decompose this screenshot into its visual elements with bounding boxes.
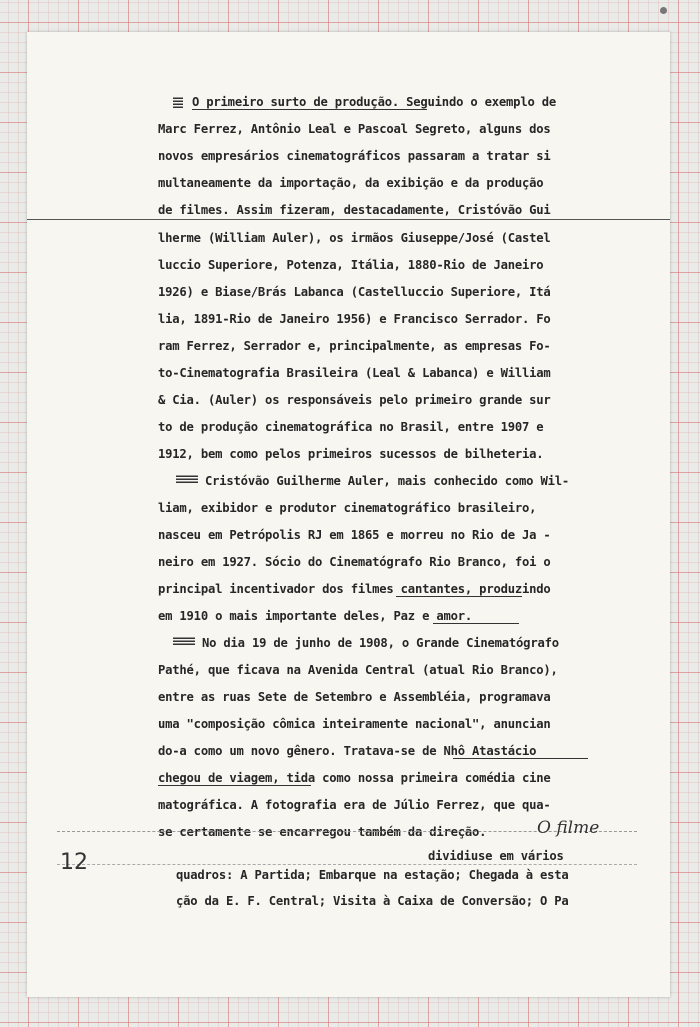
- text-line: uma "composição cômica inteiramente nacional", anuncian: [158, 717, 551, 731]
- inserted-line: dividiuse em vários: [428, 849, 564, 863]
- paragraph-mark-icon: [173, 637, 195, 645]
- text-line: 1912, bem como pelos primeiros sucessos de bilheteria.: [158, 447, 544, 461]
- text-line: chegou de viagem, tida como nossa primeira comédia cine: [158, 771, 551, 785]
- text-line: ção da E. F. Central; Visita à Caixa de Conversão; O Pa: [176, 894, 569, 908]
- underline: [192, 109, 427, 110]
- typed-page: [27, 32, 670, 997]
- paste-edge-line: [57, 864, 637, 865]
- paragraph-mark-icon: [176, 475, 198, 483]
- text-line: Pathé, que ficava na Avenida Central (atual Rio Branco),: [158, 663, 558, 677]
- text-line: liam, exibidor e produtor cinematográfico brasileiro,: [158, 501, 537, 515]
- text-line: entre as ruas Sete de Setembro e Assembléia, programava: [158, 690, 551, 704]
- page-number: 12: [60, 850, 88, 875]
- text-line: matográfica. A fotografia era de Júlio Ferrez, que qua-: [158, 798, 551, 812]
- text-line: do-a como um novo gênero. Tratava-se de Nhô Atastácio: [158, 744, 537, 758]
- paragraph-mark-icon: [173, 96, 183, 108]
- text-line: 1926) e Biase/Brás Labanca (Castelluccio Superiore, Itá: [158, 285, 551, 299]
- text-line: multaneamente da importação, da exibição e da produção: [158, 176, 544, 190]
- text-line: ram Ferrez, Serrador e, principalmente, as empresas Fo-: [158, 339, 551, 353]
- text-line: de filmes. Assim fizeram, destacadamente, Cristóvão Gui: [158, 203, 551, 217]
- text-line: Marc Ferrez, Antônio Leal e Pascoal Segreto, alguns dos: [158, 122, 551, 136]
- underline: [433, 623, 519, 624]
- text-line: O primeiro surto de produção. Seguindo o exemplo de: [192, 95, 557, 109]
- text-line: se certamente se encarregou também da direção.: [158, 825, 487, 839]
- text-line: Cristóvão Guilherme Auler, mais conhecido como Wil-: [205, 474, 570, 488]
- underline: [453, 758, 588, 759]
- underline: [158, 785, 311, 786]
- text-line: em 1910 o mais importante deles, Paz e amor.: [158, 609, 473, 623]
- text-line: to-Cinematografia Brasileira (Leal & Labanca) e William: [158, 366, 551, 380]
- grid-marker-dot: [660, 7, 667, 14]
- text-line: luccio Superiore, Potenza, Itália, 1880-Rio de Janeiro: [158, 258, 544, 272]
- text-line: lia, 1891-Rio de Janeiro 1956) e Francisco Serrador. Fo: [158, 312, 551, 326]
- text-line: & Cia. (Auler) os responsáveis pelo primeiro grande sur: [158, 393, 551, 407]
- fold-line: [27, 219, 670, 220]
- text-line: neiro em 1927. Sócio do Cinematógrafo Rio Branco, foi o: [158, 555, 551, 569]
- text-line: nasceu em Petrópolis RJ em 1865 e morreu no Rio de Ja -: [158, 528, 551, 542]
- text-line: quadros: A Partida; Embarque na estação; Chegada à esta: [176, 868, 569, 882]
- text-line: lherme (William Auler), os irmãos Giuseppe/José (Castel: [158, 231, 551, 245]
- text-line: to de produção cinematográfica no Brasil, entre 1907 e: [158, 420, 544, 434]
- handwritten-note: O filme: [537, 818, 600, 838]
- underline: [396, 596, 522, 597]
- text-line: No dia 19 de junho de 1908, o Grande Cinematógrafo: [202, 636, 559, 650]
- text-line: principal incentivador dos filmes cantantes, produzindo: [158, 582, 551, 596]
- text-line: novos empresários cinematográficos passaram a tratar si: [158, 149, 551, 163]
